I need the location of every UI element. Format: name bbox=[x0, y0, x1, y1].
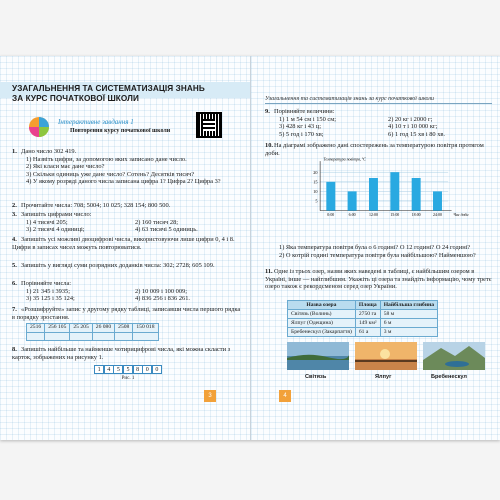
task-3 bbox=[12, 211, 244, 234]
task-text: Дано число 302 419. bbox=[21, 148, 77, 155]
digit-card: 0 bbox=[142, 365, 152, 374]
puzzle-logo-icon bbox=[28, 116, 50, 138]
task-text: Запишіть усі можливі двоцифрові числа, використовуючи лише цифри 0, 4 і 8. Цифри в записах чисел можуть повторюватися. bbox=[12, 236, 235, 251]
task-number: 1. bbox=[12, 148, 17, 155]
task-text: На діаграмі зображено дані спостережень за температурою повітря протягом доби. bbox=[265, 142, 484, 157]
textbook-spread bbox=[0, 56, 500, 440]
qr-code-icon[interactable] bbox=[196, 112, 222, 138]
task-item: 2) 10 009 і 100 009; bbox=[135, 287, 188, 295]
task-item: 2) 160 тисяч 28; bbox=[135, 218, 179, 226]
table-cell: 256 105 bbox=[45, 324, 70, 333]
task-number: 6. bbox=[12, 280, 17, 287]
task-number: 10. bbox=[265, 142, 273, 149]
task-item: 2) Які класи має дане число? bbox=[26, 163, 105, 171]
x-tick-label: 6:00 bbox=[348, 212, 356, 217]
table-cell: 3 м bbox=[380, 328, 437, 337]
task-text: Запишіть найбільше та найменше чотирицифрові числа, які можна скласти з карток, зображених на рисунку 1. bbox=[12, 346, 231, 361]
photo-caption: Бребенескул bbox=[431, 374, 467, 380]
task-2 bbox=[12, 202, 244, 210]
table-cell: 61 а bbox=[355, 328, 380, 337]
temperature-bar-chart bbox=[279, 156, 491, 226]
empty-cell bbox=[70, 332, 92, 340]
svityaz-photo bbox=[287, 342, 349, 370]
y-tick-label: 5 bbox=[315, 198, 318, 204]
table-cell: 6 м bbox=[380, 319, 437, 328]
digit-card: 1 bbox=[94, 365, 104, 374]
empty-cell bbox=[45, 332, 70, 340]
table-cell: 2516 bbox=[27, 324, 45, 333]
column-header: Назва озера bbox=[288, 301, 356, 310]
task-text: Запишіть у вигляді суми розрядних доданків числа: 302; 2728; 605 109. bbox=[21, 262, 215, 269]
task-1 bbox=[12, 148, 244, 186]
x-tick-label: 18:00 bbox=[411, 212, 421, 217]
table-row bbox=[288, 310, 438, 319]
x-tick-label: 24:00 bbox=[433, 212, 442, 217]
brebeneskul-photo bbox=[423, 342, 485, 370]
digit-card: 5 bbox=[123, 365, 133, 374]
task-item: 1) 21 345 і 3935; bbox=[26, 287, 71, 295]
empty-cell bbox=[115, 332, 133, 340]
task-number: 11. bbox=[265, 268, 273, 275]
task-7 bbox=[12, 306, 244, 341]
task-item: 4) У якому розряді даного числа записана цифра 1? Цифра 2? Цифра 3? bbox=[26, 178, 221, 186]
task-11 bbox=[265, 268, 497, 291]
y-tick-label: 10 bbox=[313, 188, 318, 194]
y-axis-label: Температура повітря, °С bbox=[323, 157, 366, 162]
task-item: 3) Скільки одиниць уже дане число? Сотень? Десятків тисяч? bbox=[26, 170, 195, 178]
chart-bar bbox=[433, 191, 442, 210]
chart-bar bbox=[390, 172, 399, 210]
task-item: 1) 4 тисячі 205; bbox=[26, 218, 68, 226]
table-cell: Ялпуг (Одещина) bbox=[288, 319, 356, 328]
table-cell: 150 018 bbox=[133, 324, 158, 333]
x-tick-label: 0:00 bbox=[327, 212, 335, 217]
task-item: 3) 35 125 і 35 124; bbox=[26, 295, 75, 303]
table-cell: 149 км² bbox=[355, 319, 380, 328]
task-8 bbox=[12, 346, 244, 383]
task-text: Прочитайте числа: 708; 5004; 10 025; 328 154; 800 500. bbox=[21, 202, 171, 209]
left-page bbox=[0, 56, 250, 440]
table-cell: Бребенескул (Закарпаття) bbox=[288, 328, 356, 337]
right-page bbox=[250, 56, 500, 440]
task-number: 9. bbox=[265, 108, 270, 115]
task-10 bbox=[265, 142, 497, 157]
photo-caption: Ялпуг bbox=[375, 374, 392, 380]
table-cell: 26 080 bbox=[92, 324, 114, 333]
task-number: 8. bbox=[12, 346, 17, 353]
empty-cell bbox=[133, 332, 158, 340]
table-row bbox=[288, 328, 438, 337]
task-10-questions bbox=[265, 244, 497, 259]
chart-bar bbox=[369, 178, 378, 211]
task-number: 3. bbox=[12, 211, 17, 218]
table-cell: 25 205 bbox=[70, 324, 92, 333]
task-item: 6) 1 год 15 хв і 80 хв. bbox=[388, 130, 446, 138]
table-row bbox=[288, 319, 438, 328]
task-item: 2) 20 кг і 2000 г; bbox=[388, 115, 433, 123]
task-item: 2) О котрій годині температура повітря була найбільшою? Найменшою? bbox=[279, 251, 476, 259]
lakes-table bbox=[287, 300, 438, 337]
table-cell: 2750 га bbox=[355, 310, 380, 319]
task-text: Одне із трьох озер, назви яких наведені в таблиці, є найбільшим озером в Україні, інше — найглибшим. Укажіть ці озера та знайдіть інформацію, чому третє озеро також є рекордсменом серед озер України. bbox=[265, 268, 492, 291]
digit-card: 8 bbox=[133, 365, 143, 374]
task-item: 4) 63 тисячі 5 одиниць. bbox=[135, 226, 198, 234]
chart-bar bbox=[412, 178, 421, 211]
x-tick-label: 15:00 bbox=[390, 212, 400, 217]
task-number: 5. bbox=[12, 262, 17, 269]
task-5 bbox=[12, 262, 244, 270]
task-9 bbox=[265, 108, 497, 138]
task-item: 4) 10 т і 10 000 кг; bbox=[388, 123, 438, 131]
task-item: 3) 2 тисячі 4 одиниці; bbox=[26, 226, 85, 234]
yalpuh-photo bbox=[355, 342, 417, 370]
page-number: 3 bbox=[204, 390, 216, 402]
lake-photos bbox=[287, 342, 487, 370]
task-text: Порівняйте величини: bbox=[274, 108, 335, 115]
photo-caption: Світязь bbox=[305, 374, 327, 380]
task-item: 1) Назвіть цифри, за допомогою яких записано дане число. bbox=[26, 155, 187, 163]
x-tick-label: 12:00 bbox=[369, 212, 378, 217]
interactive-subtitle: Повторення курсу початкової школи bbox=[70, 128, 171, 134]
section-title-line2: ЗА КУРС ПОЧАТКОВОЇ ШКОЛИ bbox=[12, 94, 139, 103]
table-header-row bbox=[288, 301, 438, 310]
figure-caption: Рис. 1 bbox=[121, 376, 135, 382]
y-tick-label: 15 bbox=[313, 179, 318, 185]
digit-card: 0 bbox=[152, 365, 162, 374]
task-item: 5) 5 год і 170 хв; bbox=[279, 130, 324, 138]
empty-cell bbox=[92, 332, 114, 340]
task-number: 7. bbox=[12, 306, 17, 313]
chart-bar bbox=[326, 182, 335, 211]
digit-cards bbox=[12, 365, 244, 374]
task-text: Запишіть цифрами число: bbox=[21, 211, 92, 218]
section-title-line1: УЗАГАЛЬНЕННЯ ТА СИСТЕМАТИЗАЦІЯ ЗНАНЬ bbox=[12, 84, 205, 93]
task-number: 2. bbox=[12, 202, 17, 209]
column-header: Площа bbox=[355, 301, 380, 310]
interactive-task-block[interactable] bbox=[28, 116, 228, 142]
task-item: 1) 1 м 54 см і 150 см; bbox=[279, 115, 337, 123]
table-cell: 2508 bbox=[115, 324, 133, 333]
y-tick-label: 20 bbox=[313, 169, 318, 175]
column-header: Найбільша глибина bbox=[380, 301, 437, 310]
task-text: Порівняйте числа: bbox=[21, 280, 72, 287]
digit-card: 4 bbox=[104, 365, 114, 374]
chart-bar bbox=[348, 191, 357, 210]
table-cell: 58 м bbox=[380, 310, 437, 319]
page-number: 4 bbox=[279, 390, 291, 402]
task-item: 1) Яка температура повітря була о 6 годині? О 12 годині? О 24 годині? bbox=[279, 244, 471, 251]
x-axis-label: Час доби bbox=[453, 212, 469, 217]
task-text: «Розшифруйте» запис у другому рядку таблиці, записавши числа першого рядка в порядку зростання. bbox=[12, 306, 241, 321]
task-item: 3) 428 кг і 43 ц; bbox=[279, 123, 321, 131]
empty-cell bbox=[27, 332, 45, 340]
section-title bbox=[12, 84, 242, 104]
running-header: Узагальнення та систематизація знань за курс початкової школи bbox=[265, 96, 492, 104]
table-cell: Світязь (Волинь) bbox=[288, 310, 356, 319]
interactive-title: Інтерактивне завдання 1 bbox=[58, 118, 134, 126]
task-item: 4) 836 256 і 836 261. bbox=[135, 295, 191, 303]
task-6 bbox=[12, 280, 244, 303]
decode-table bbox=[26, 323, 159, 341]
task-4 bbox=[12, 236, 244, 251]
digit-card: 5 bbox=[113, 365, 123, 374]
task-number: 4. bbox=[12, 236, 17, 243]
